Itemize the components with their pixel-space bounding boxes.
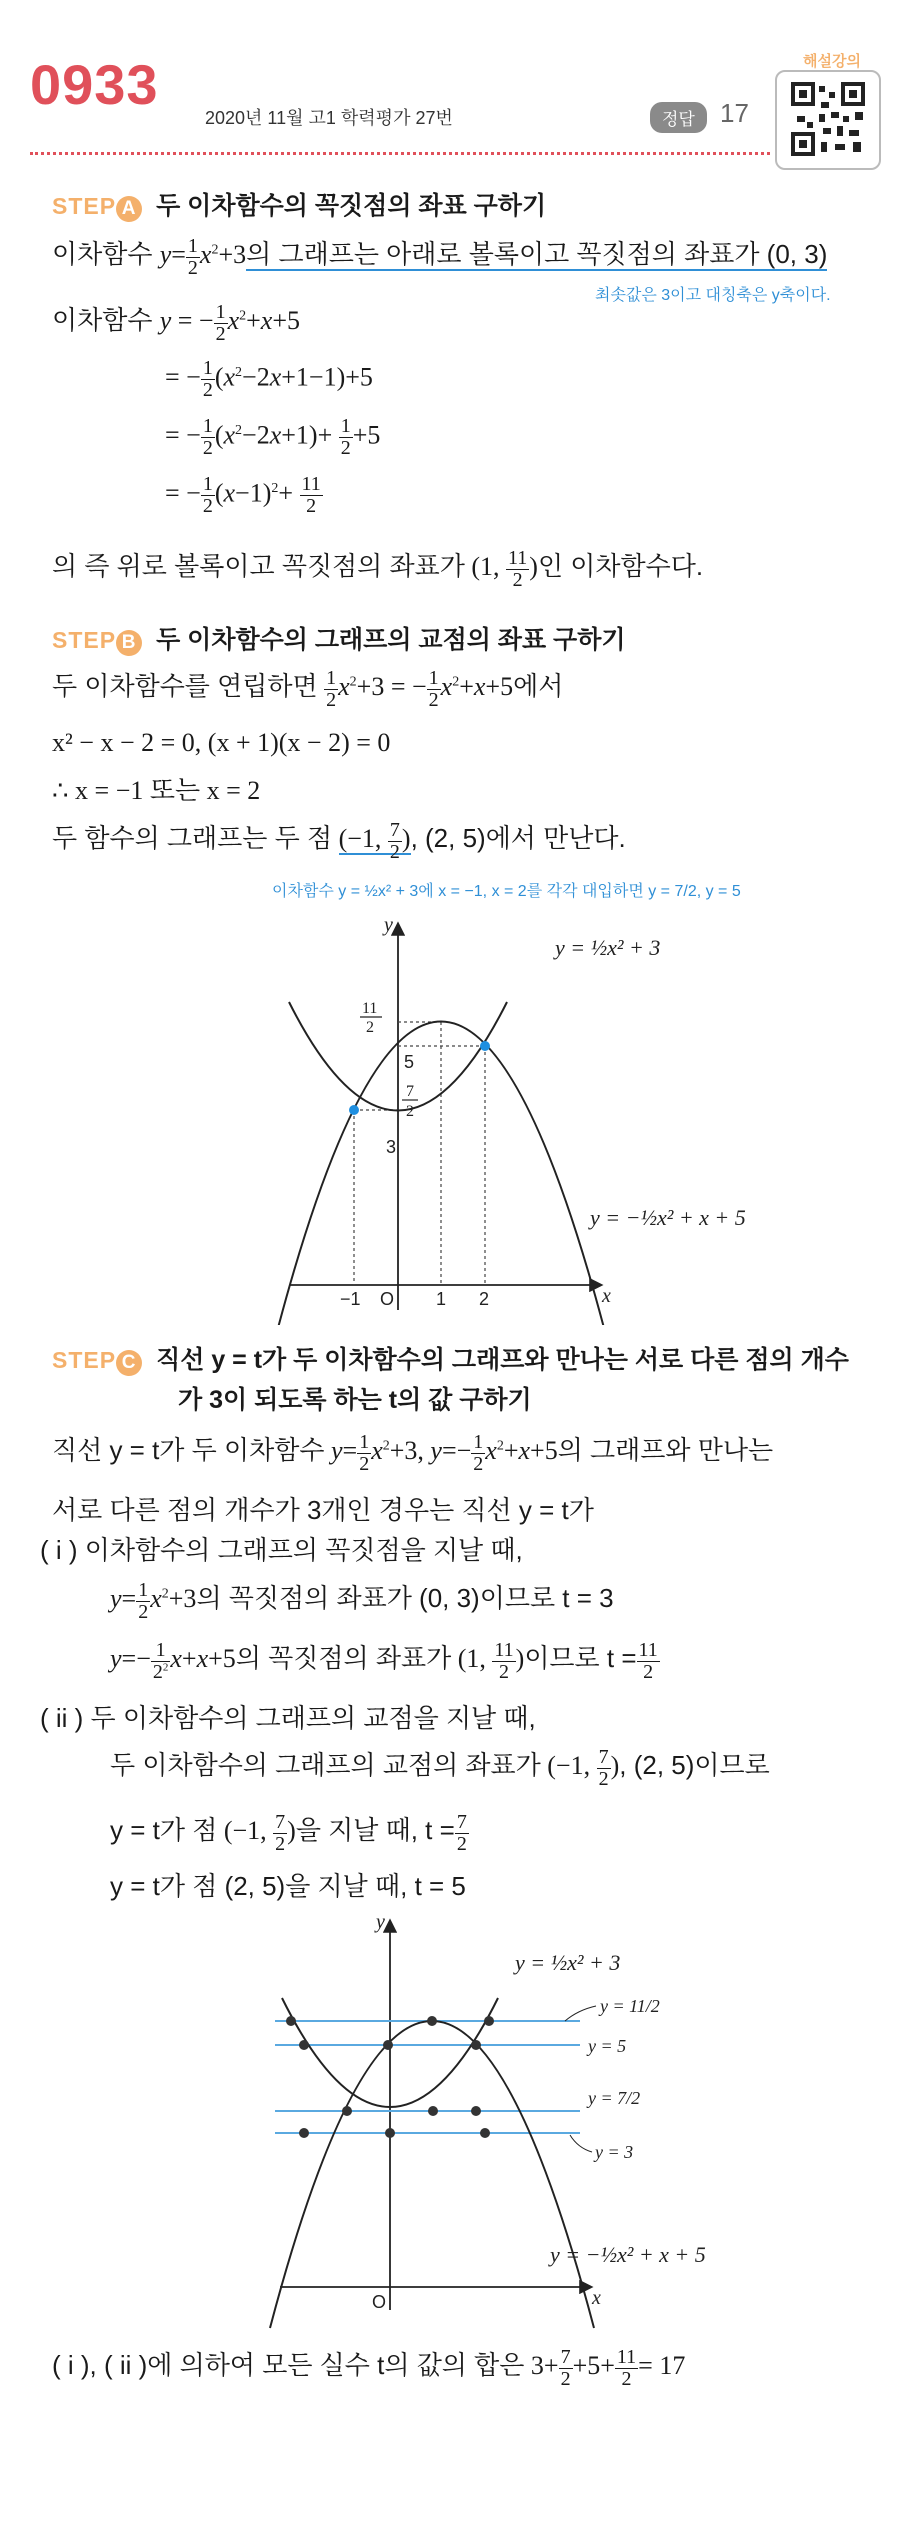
upper-parabola-label: y = ½x² + 3 (555, 935, 661, 960)
step-c-heading (52, 1340, 849, 1376)
line-label-5: y = 5 (588, 2036, 627, 2056)
y-axis-label: y (376, 1911, 385, 1933)
step-a-eq3: = − $\frac{1}{2}$ $(x-1)^2+$ $\frac{11}{2}$ (165, 473, 321, 517)
x-axis-label: x (602, 1285, 611, 1307)
step-c-title-1: 직선 y = t가 두 이차함수의 그래프와 만나는 서로 다른 점의 개수 (156, 1346, 849, 1374)
answer-value: 17 (720, 98, 749, 128)
step-c-label: STEP (52, 1347, 117, 1373)
tick-x-1: 1 (436, 1289, 447, 1309)
qr-code-icon (777, 72, 879, 168)
origin-label: O (380, 1289, 395, 1309)
step-a-eq1: = − $\frac{1}{2}$ $(x^2-2x+1-1)+5$ (165, 357, 373, 401)
meet-point (342, 2106, 352, 2116)
step-a-letter: A (116, 196, 142, 222)
meet-point (286, 2016, 296, 2026)
tick-y-7-2-num: 7 (406, 1083, 414, 1100)
case-1-b: y=− $\frac{1}{2^2}$ x+x+5의 꼭짓점의 좌표가 (1, $\frac{11}{2}$ )이므로 t = $\frac{11}{2}$ (110, 1638, 658, 1683)
tick-x-2: 2 (479, 1289, 490, 1309)
line-label-3: y = 3 (595, 2142, 634, 2162)
intersection-point (480, 1041, 490, 1051)
tick-y-11-2-num: 11 (362, 1000, 378, 1017)
graph-1 (250, 905, 780, 1325)
step-a-label: STEP (52, 193, 117, 219)
lower-parabola-label: y = −½x² + x + 5 (590, 1205, 746, 1230)
case-1-a: y= $\frac{1}{2}$ $x^2+3$의 꼭짓점의 좌표가 (0, 3)이므로 t = 3 (110, 1578, 614, 1623)
y-axis-label: y (384, 914, 393, 936)
lower-parabola-curve (270, 2021, 594, 2328)
step-a-title: 두 이차함수의 꼭짓점의 좌표 구하기 (156, 192, 547, 220)
qr-code[interactable] (775, 70, 881, 170)
step-c-p2: 서로 다른 점의 개수가 3개인 경우는 직선 y = t가 (52, 1495, 594, 1525)
case-1-heading: ( i ) 이차함수의 그래프의 꼭짓점을 지날 때, (40, 1535, 523, 1565)
tick-x-neg1: −1 (340, 1289, 361, 1309)
step-b-note: 이차함수 y = ½x² + 3에 x = −1, x = 2를 각각 대입하면 y = 7/2, y = 5 (272, 883, 741, 900)
meet-point (428, 2106, 438, 2116)
origin-label: O (372, 2292, 387, 2312)
meet-point (471, 2040, 481, 2050)
step-a-eq2: = − $\frac{1}{2}$ $(x^2-2x+1)+$ $\frac{1}{2}$ +5 (165, 415, 381, 459)
meet-point (427, 2016, 437, 2026)
meet-point (385, 2128, 395, 2138)
step-a-line1: 이차함수 y= $\frac{1}{2}$ $x^2+3$의 그래프는 아래로 볼록이고 꼭짓점의 좌표가 (0, 3) (52, 234, 828, 279)
tick-y-7-2-den: 2 (406, 1103, 414, 1120)
problem-source: 2020년 11월 고1 학력평가 27번 (205, 108, 453, 128)
answer-badge: 정답 (650, 102, 707, 133)
step-a-note: 최솟값은 3이고 대칭축은 y축이다. (595, 287, 831, 304)
step-c-letter: C (116, 1350, 142, 1376)
step-b-label: STEP (52, 627, 117, 653)
meet-point (471, 2106, 481, 2116)
case-2-heading: ( ii ) 두 이차함수의 그래프의 교점을 지날 때, (40, 1703, 536, 1733)
step-b-line2: x² − x − 2 = 0, (x + 1)(x − 2) = 0 (52, 728, 391, 757)
step-b-line1: 두 이차함수를 연립하면 $\frac{1}{2}$ $x^2+3$ = − $\frac{1}{2}$ $x^2+x+5$에서 (52, 666, 564, 711)
step-c-p1: 직선 y = t가 두 이차함수 y= $\frac{1}{2}$ $x^2+3$, y=− $\frac{1}{2}$ $x^2+x+5$의 그래프와 만나는 (52, 1430, 774, 1475)
tick-y-3: 3 (386, 1137, 397, 1157)
problem-number: 0933 (30, 53, 159, 116)
lower-parabola-label: y = −½x² + x + 5 (550, 2242, 706, 2267)
intersection-point (349, 1105, 359, 1115)
x-axis-label: x (592, 2287, 601, 2309)
step-c-title-2: 가 3이 되도록 하는 t의 값 구하기 (178, 1386, 532, 1414)
step-b-title: 두 이차함수의 그래프의 교점의 좌표 구하기 (156, 626, 626, 654)
qr-label: 해설강의 (803, 53, 861, 70)
step-b-line3: ∴ x = −1 또는 x = 2 (52, 776, 261, 805)
meet-point (299, 2040, 309, 2050)
step-b-line4: 두 함수의 그래프는 두 점 (−1, $\frac{7}{2}$ ), (2, 5)에서 만난다. (52, 818, 626, 863)
meet-point (383, 2040, 393, 2050)
tick-y-11-2-den: 2 (366, 1019, 374, 1036)
header-divider (30, 152, 770, 155)
tick-y-5: 5 (404, 1052, 415, 1072)
meet-point (480, 2128, 490, 2138)
line-label-11-2: y = 11/2 (600, 1996, 660, 2016)
case-2-a: 두 이차함수의 그래프의 교점의 좌표가 (−1, $\frac{7}{2}$ ), (2, 5)이므로 (110, 1745, 770, 1790)
meet-point (299, 2128, 309, 2138)
step-a-heading (52, 186, 546, 222)
line-label-7-2: y = 7/2 (588, 2088, 641, 2108)
step-b-letter: B (116, 630, 142, 656)
graph-2 (260, 1900, 780, 2330)
meet-point (484, 2016, 494, 2026)
step-b-heading (52, 620, 626, 656)
upper-parabola-label: y = ½x² + 3 (515, 1950, 621, 1975)
step-a-conclusion: 의 즉 위로 볼록이고 꼭짓점의 좌표가 (1, $\frac{11}{2}$ )인 이차함수다. (52, 546, 704, 591)
case-2-c: y = t가 점 (2, 5)을 지날 때, t = 5 (110, 1871, 466, 1901)
case-2-b: y = t가 점 (−1, $\frac{7}{2}$ )을 지날 때, t = $\frac{7}{2}$ (110, 1810, 467, 1855)
step-a-line2: 이차함수 y = − $\frac{1}{2}$ $x^2+x+5$ (52, 300, 301, 345)
conclusion-line: ( i ), ( ii )에 의하여 모든 실수 t의 값의 합은 3+ $\frac{7}{2}$ +5+ $\frac{11}{2}$ = 17 (52, 2345, 686, 2390)
